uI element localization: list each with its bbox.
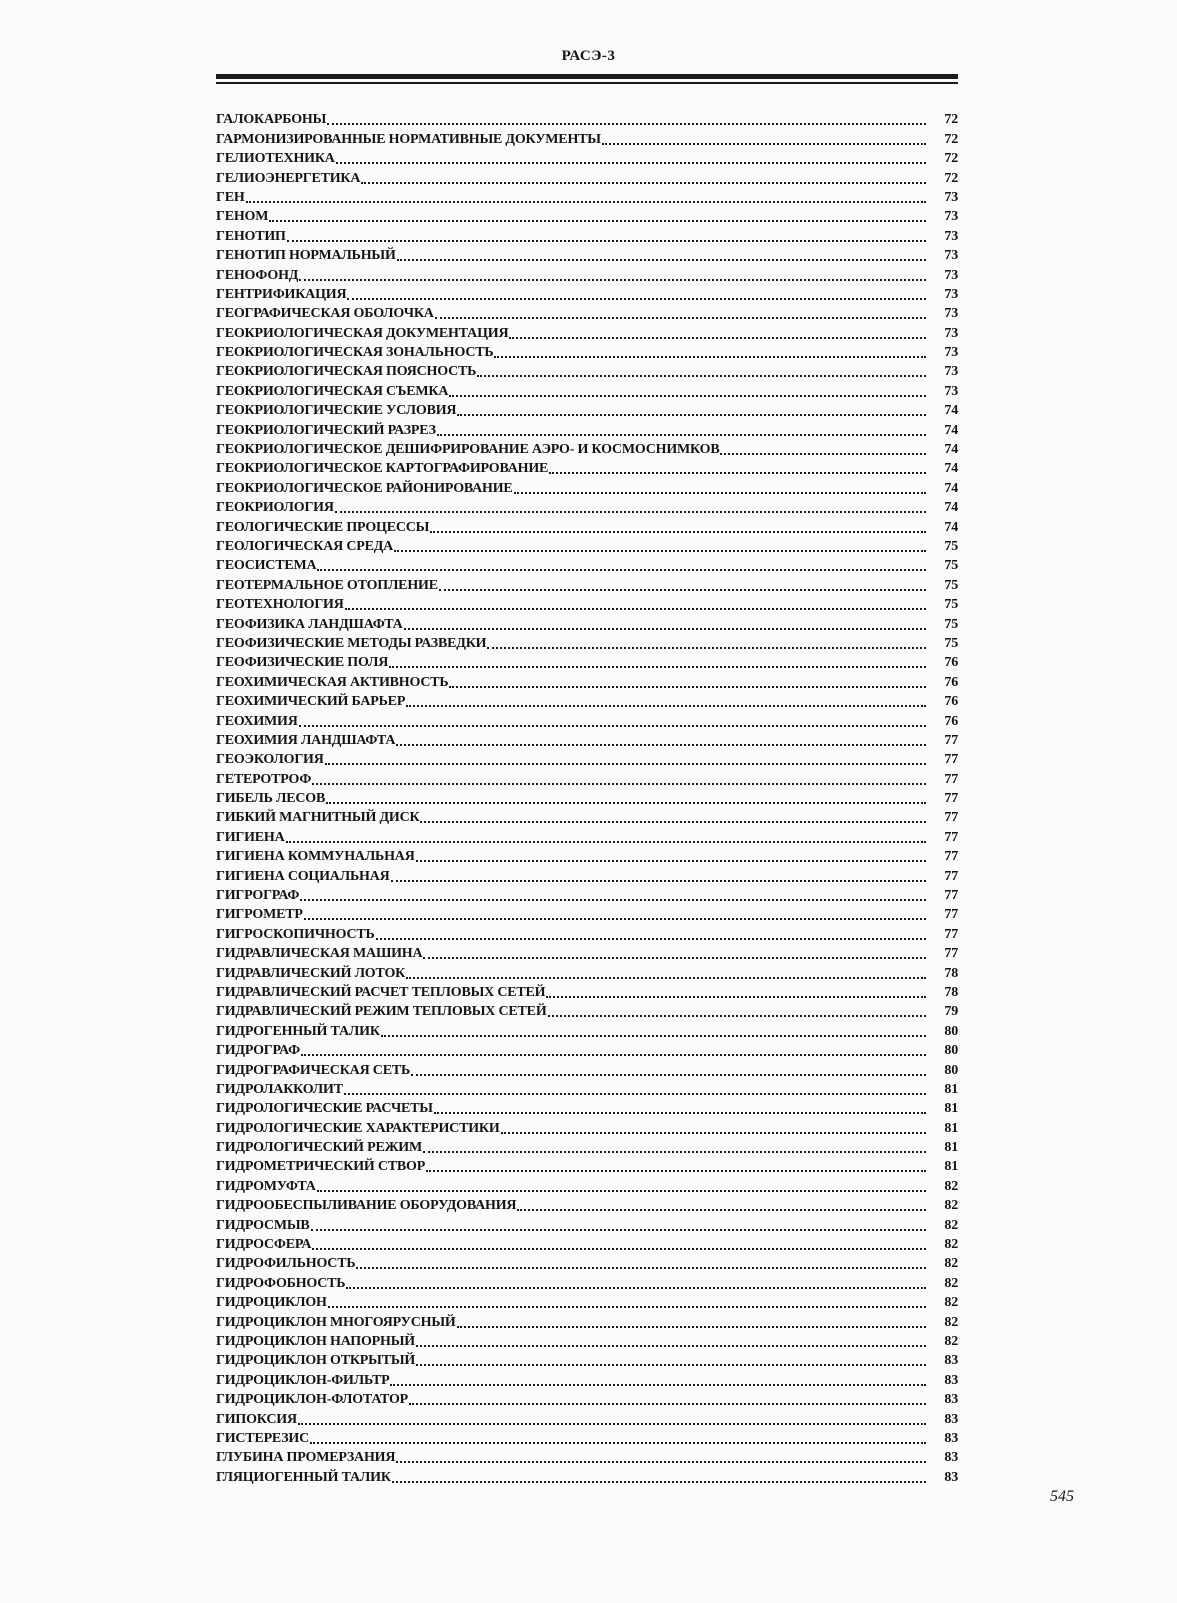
index-page-ref: 83: [944, 1372, 958, 1388]
index-entry: [216, 555, 958, 574]
index-entry: [216, 206, 958, 225]
dot-leader: [344, 1092, 926, 1095]
index-page-ref: 79: [944, 1004, 958, 1020]
index-page-ref: 82: [944, 1295, 958, 1311]
index-page-ref: 81: [944, 1081, 958, 1097]
dot-leader: [381, 1034, 926, 1037]
dot-leader: [286, 840, 926, 843]
header-rule-thick: [216, 74, 958, 79]
index-term: ГИДРОЛОГИЧЕСКИЕ РАСЧЕТЫ: [216, 1101, 433, 1117]
dot-leader: [312, 782, 926, 785]
index-term: ГЕЛИОЭНЕРГЕТИКА: [216, 170, 361, 186]
dot-leader: [416, 859, 926, 862]
dot-leader: [487, 646, 926, 649]
index-page-ref: 82: [944, 1314, 958, 1330]
index-term: ГИДРОСМЫВ: [216, 1217, 310, 1233]
index-page-ref: 80: [944, 1023, 958, 1039]
index-term: ГИСТЕРЕЗИС: [216, 1430, 310, 1446]
index-term: ГЕНОФОНД: [216, 267, 299, 283]
dot-leader: [406, 976, 926, 979]
index-term: ГИДРОЛОГИЧЕСКИЕ ХАРАКТЕРИСТИКИ: [216, 1120, 500, 1136]
index-entry: [216, 458, 958, 477]
index-term: ГЕОКРИОЛОГИЯ: [216, 500, 334, 516]
index-term: ГЕТЕРОТРОФ: [216, 771, 312, 787]
dot-leader: [494, 355, 926, 358]
index-entry: [216, 1098, 958, 1117]
header-rule-thin: [216, 82, 958, 84]
dot-leader: [347, 297, 926, 300]
index-term: ГИДРОГЕННЫЙ ТАЛИК: [216, 1023, 380, 1039]
index-entry: [216, 633, 958, 652]
index-entry: [216, 1292, 958, 1311]
index-page-ref: 73: [944, 306, 958, 322]
index-page-ref: 73: [944, 267, 958, 283]
index-entry: [216, 652, 958, 671]
index-page-ref: 77: [944, 771, 958, 787]
index-page-ref: 75: [944, 635, 958, 651]
index-entry: [216, 1428, 958, 1447]
index-entry: [216, 865, 958, 884]
index-entry: [216, 1389, 958, 1408]
index-term: ГЕОКРИОЛОГИЧЕСКИЕ УСЛОВИЯ: [216, 403, 457, 419]
index-term: ГЕОКРИОЛОГИЧЕСКОЕ РАЙОНИРОВАНИЕ: [216, 480, 513, 496]
index-entry: [216, 574, 958, 593]
index-term: ГЕНОТИП: [216, 228, 286, 244]
index-term: ГЕЛИОТЕХНИКА: [216, 151, 335, 167]
index-entry: [216, 671, 958, 690]
index-entry: [216, 730, 958, 749]
index-term: ГЕНТРИФИКАЦИЯ: [216, 286, 347, 302]
dot-leader: [404, 627, 926, 630]
dot-leader: [299, 724, 926, 727]
index-entry: [216, 342, 958, 361]
index-entry: [216, 1331, 958, 1350]
running-header: РАСЭ-3: [561, 48, 616, 64]
index-list: [216, 109, 958, 1486]
index-term: ГИДРАВЛИЧЕСКАЯ МАШИНА: [216, 946, 423, 962]
index-entry: [216, 361, 958, 380]
index-term: ГИБКИЙ МАГНИТНЫЙ ДИСК: [216, 810, 420, 826]
index-page-ref: 77: [944, 829, 958, 845]
dot-leader: [301, 1053, 926, 1056]
dot-leader: [389, 665, 926, 668]
index-page-ref: 82: [944, 1237, 958, 1253]
index-entry: [216, 1001, 958, 1020]
index-page-ref: 76: [944, 694, 958, 710]
index-page-ref: 72: [944, 151, 958, 167]
dot-leader: [346, 1286, 926, 1289]
dot-leader: [416, 1344, 926, 1347]
dot-leader: [546, 995, 926, 998]
index-page-ref: 77: [944, 791, 958, 807]
index-entry: [216, 419, 958, 438]
index-term: ГИДРОЦИКЛОН-ФИЛЬТР: [216, 1372, 390, 1388]
index-entry: [216, 749, 958, 768]
dot-leader: [287, 239, 926, 242]
index-page-ref: 77: [944, 907, 958, 923]
dot-leader: [246, 200, 926, 203]
dot-leader: [409, 1402, 926, 1405]
index-page-ref: 77: [944, 946, 958, 962]
index-entry: [216, 1040, 958, 1059]
dot-leader: [457, 1325, 926, 1328]
index-page-ref: 75: [944, 577, 958, 593]
index-entry: [216, 1253, 958, 1272]
dot-leader: [312, 1247, 926, 1250]
dot-leader: [720, 452, 926, 455]
dot-leader: [396, 743, 926, 746]
index-page-ref: 76: [944, 713, 958, 729]
dot-leader: [423, 956, 926, 959]
dot-leader: [416, 1363, 926, 1366]
index-entry: [216, 245, 958, 264]
dot-leader: [390, 1383, 926, 1386]
index-page-ref: 81: [944, 1159, 958, 1175]
index-term: ГЕОТЕХНОЛОГИЯ: [216, 597, 344, 613]
index-entry: [216, 788, 958, 807]
index-entry: [216, 1079, 958, 1098]
index-entry: [216, 1350, 958, 1369]
index-entry: [216, 885, 958, 904]
index-page-ref: 81: [944, 1140, 958, 1156]
index-term: ГЕОКРИОЛОГИЧЕСКАЯ ДОКУМЕНТАЦИЯ: [216, 325, 509, 341]
index-term: ГЕНОМ: [216, 209, 269, 225]
index-term: ГИДРООБЕСПЫЛИВАНИЕ ОБОРУДОВАНИЯ: [216, 1198, 517, 1214]
dot-leader: [317, 568, 926, 571]
index-term: ГИДРОЦИКЛОН: [216, 1295, 327, 1311]
index-term: ГЕОФИЗИКА ЛАНДШАФТА: [216, 616, 403, 632]
dot-leader: [394, 549, 926, 552]
index-term: ГИПОКСИЯ: [216, 1411, 297, 1427]
dot-leader: [317, 1189, 926, 1192]
dot-leader: [356, 1266, 926, 1269]
index-page-ref: 82: [944, 1217, 958, 1233]
index-entry: [216, 1117, 958, 1136]
dot-leader: [406, 704, 926, 707]
index-term: ГЕОГРАФИЧЕСКАЯ ОБОЛОЧКА: [216, 306, 434, 322]
index-page-ref: 83: [944, 1469, 958, 1485]
index-page-ref: 72: [944, 112, 958, 128]
index-page-ref: 82: [944, 1334, 958, 1349]
index-term: ГИДРОФИЛЬНОСТЬ: [216, 1256, 356, 1272]
dot-leader: [439, 588, 926, 591]
index-page-ref: 73: [944, 189, 958, 205]
index-entry: [216, 1447, 958, 1466]
index-term: ГЕОХИМИЯ ЛАНДШАФТА: [216, 732, 396, 748]
dot-leader: [311, 1228, 926, 1231]
index-page-ref: 74: [944, 480, 958, 496]
index-page-ref: 75: [944, 558, 958, 574]
index-page-ref: 78: [944, 965, 958, 981]
index-page-ref: 72: [944, 170, 958, 186]
index-entry: [216, 923, 958, 942]
index-page-ref: 75: [944, 538, 958, 554]
index-term: ГЛУБИНА ПРОМЕРЗАНИЯ: [216, 1450, 396, 1466]
dot-leader: [336, 161, 926, 164]
index-page-ref: 81: [944, 1101, 958, 1117]
dot-leader: [423, 1150, 926, 1153]
index-page-ref: 75: [944, 597, 958, 613]
index-term: ГИГИЕНА КОММУНАЛЬНАЯ: [216, 849, 415, 865]
index-page-ref: 82: [944, 1178, 958, 1194]
dot-leader: [514, 491, 926, 494]
index-entry: [216, 826, 958, 845]
index-term: ГЕОХИМИЯ: [216, 713, 298, 729]
index-page-ref: 78: [944, 984, 958, 1000]
dot-leader: [396, 1460, 926, 1463]
index-term: ГЕОЛОГИЧЕСКИЕ ПРОЦЕССЫ: [216, 519, 430, 535]
dot-leader: [328, 1305, 926, 1308]
dot-leader: [426, 1169, 926, 1172]
dot-leader: [602, 142, 926, 145]
dot-leader: [434, 1111, 926, 1114]
index-term: ГИДРОГРАФИЧЕСКАЯ СЕТЬ: [216, 1062, 411, 1078]
index-term: ГЕОХИМИЧЕСКИЙ БАРЬЕР: [216, 694, 406, 710]
index-entry: [216, 148, 958, 167]
index-entry: [216, 400, 958, 419]
index-term: ГИДРОСФЕРА: [216, 1237, 312, 1253]
index-entry: [216, 1466, 958, 1485]
index-term: ГИДРОФОБНОСТЬ: [216, 1275, 346, 1291]
dot-leader: [517, 1208, 926, 1211]
index-page-ref: 82: [944, 1198, 958, 1214]
index-entry: [216, 536, 958, 555]
index-page-ref: 77: [944, 810, 958, 826]
index-term: ГАЛОКАРБОНЫ: [216, 112, 327, 128]
index-entry: [216, 516, 958, 535]
index-page-ref: 77: [944, 849, 958, 865]
page-number: 545: [1050, 1488, 1074, 1505]
dot-leader: [435, 316, 926, 319]
index-term: ГЕОФИЗИЧЕСКИЕ ПОЛЯ: [216, 655, 389, 671]
index-entry: [216, 322, 958, 341]
index-term: ГИБЕЛЬ ЛЕСОВ: [216, 791, 326, 807]
index-page-ref: 77: [944, 926, 958, 942]
index-term: ГЛЯЦИОГЕННЫЙ ТАЛИК: [216, 1469, 391, 1485]
dot-leader: [501, 1131, 926, 1134]
dot-leader: [477, 374, 926, 377]
index-entry: [216, 1195, 958, 1214]
index-page-ref: 74: [944, 422, 958, 438]
index-page-ref: 74: [944, 403, 958, 419]
index-term: ГИГИЕНА: [216, 829, 285, 845]
dot-leader: [300, 898, 926, 901]
dot-leader: [299, 278, 926, 281]
index-entry: [216, 846, 958, 865]
index-entry: [216, 691, 958, 710]
index-page-ref: 74: [944, 500, 958, 516]
dot-leader: [345, 607, 926, 610]
index-term: ГЕОХИМИЧЕСКАЯ АКТИВНОСТЬ: [216, 674, 449, 690]
index-term: ГЕОКРИОЛОГИЧЕСКИЙ РАЗРЕЗ: [216, 422, 436, 438]
dot-leader: [548, 1014, 926, 1017]
index-entry: [216, 613, 958, 632]
index-page-ref: 72: [944, 131, 958, 147]
index-entry: [216, 303, 958, 322]
index-term: ГЕОКРИОЛОГИЧЕСКОЕ ДЕШИФРИРОВАНИЕ АЭРО- И КОСМОСНИМКОВ: [216, 442, 720, 458]
index-entry: [216, 1408, 958, 1427]
index-entry: [216, 1272, 958, 1291]
index-term: ГЕОФИЗИЧЕСКИЕ МЕТОДЫ РАЗВЕДКИ: [216, 635, 487, 651]
index-entry: [216, 167, 958, 186]
index-term: ГЕНОТИП НОРМАЛЬНЫЙ: [216, 248, 396, 264]
index-page-ref: 83: [944, 1411, 958, 1427]
dot-leader: [361, 181, 926, 184]
index-page-ref: 83: [944, 1450, 958, 1466]
dot-leader: [509, 336, 926, 339]
index-page-ref: 74: [944, 461, 958, 477]
index-entry: [216, 768, 958, 787]
index-term: ГЕОКРИОЛОГИЧЕСКАЯ ПОЯСНОСТЬ: [216, 364, 477, 380]
index-term: ГИДРОЛОГИЧЕСКИЙ РЕЖИМ: [216, 1140, 422, 1156]
index-page-ref: 80: [944, 1043, 958, 1059]
index-term: ГИДРОЦИКЛОН НАПОРНЫЙ: [216, 1334, 415, 1349]
index-entry: [216, 904, 958, 923]
index-entry: [216, 497, 958, 516]
index-term: ГАРМОНИЗИРОВАННЫЕ НОРМАТИВНЫЕ ДОКУМЕНТЫ: [216, 131, 601, 147]
dot-leader: [430, 530, 926, 533]
index-page-ref: 73: [944, 364, 958, 380]
dot-leader: [420, 820, 926, 823]
dot-leader: [397, 258, 926, 261]
index-term: ГИГИЕНА СОЦИАЛЬНАЯ: [216, 868, 390, 884]
dot-leader: [269, 219, 926, 222]
index-entry: [216, 594, 958, 613]
index-page-ref: 80: [944, 1062, 958, 1078]
index-term: ГИГРОГРАФ: [216, 888, 300, 904]
index-page-ref: 76: [944, 674, 958, 690]
index-page-ref: 75: [944, 616, 958, 632]
index-page-ref: 73: [944, 325, 958, 341]
index-page-ref: 77: [944, 752, 958, 768]
index-page-ref: 73: [944, 286, 958, 302]
index-term: ГИДРОМУФТА: [216, 1178, 316, 1194]
index-term: ГИДРОЦИКЛОН ОТКРЫТЫЙ: [216, 1353, 416, 1369]
dot-leader: [310, 1441, 926, 1444]
index-term: ГИДРОЦИКЛОН МНОГОЯРУСНЫЙ: [216, 1314, 456, 1330]
index-term: ГИГРОСКОПИЧНОСТЬ: [216, 926, 375, 942]
dot-leader: [391, 879, 926, 882]
dot-leader: [457, 413, 926, 416]
index-entry: [216, 1175, 958, 1194]
index-term: ГЕОСИСТЕМА: [216, 558, 317, 574]
index-page-ref: 83: [944, 1392, 958, 1408]
index-page-ref: 77: [944, 868, 958, 884]
index-term: ГЕОЛОГИЧЕСКАЯ СРЕДА: [216, 538, 394, 554]
index-term: ГЕОКРИОЛОГИЧЕСКАЯ ЗОНАЛЬНОСТЬ: [216, 345, 494, 361]
index-entry: [216, 109, 958, 128]
index-entry: [216, 1059, 958, 1078]
index-term: ГИДРОМЕТРИЧЕСКИЙ СТВОР: [216, 1159, 426, 1175]
index-entry: [216, 1156, 958, 1175]
index-term: ГИДРОЛАККОЛИТ: [216, 1081, 343, 1097]
index-term: ГИДРОГРАФ: [216, 1043, 300, 1059]
index-page-ref: 73: [944, 383, 958, 399]
dot-leader: [325, 762, 926, 765]
index-page-ref: 73: [944, 248, 958, 264]
index-entry: [216, 1234, 958, 1253]
dot-leader: [392, 1480, 926, 1483]
index-entry: [216, 284, 958, 303]
index-entry: [216, 128, 958, 147]
index-entry: [216, 264, 958, 283]
index-term: ГИДРАВЛИЧЕСКИЙ ЛОТОК: [216, 965, 406, 981]
index-entry: [216, 187, 958, 206]
index-page-ref: 82: [944, 1275, 958, 1291]
index-page-ref: 83: [944, 1353, 958, 1369]
index-page-ref: 82: [944, 1256, 958, 1272]
index-term: ГИДРАВЛИЧЕСКИЙ РАСЧЕТ ТЕПЛОВЫХ СЕТЕЙ: [216, 984, 546, 1000]
dot-leader: [335, 510, 926, 513]
index-term: ГИДРАВЛИЧЕСКИЙ РЕЖИМ ТЕПЛОВЫХ СЕТЕЙ: [216, 1004, 547, 1020]
index-entry: [216, 380, 958, 399]
dot-leader: [327, 122, 926, 125]
dot-leader: [411, 1073, 926, 1076]
dot-leader: [304, 917, 926, 920]
index-entry: [216, 439, 958, 458]
index-page-ref: 73: [944, 209, 958, 225]
index-entry: [216, 1020, 958, 1039]
index-term: ГЕОКРИОЛОГИЧЕСКАЯ СЪЕМКА: [216, 383, 449, 399]
index-entry: [216, 710, 958, 729]
index-page-ref: 74: [944, 519, 958, 535]
index-term: ГЕОЭКОЛОГИЯ: [216, 752, 324, 768]
index-page-ref: 73: [944, 228, 958, 244]
index-entry: [216, 1311, 958, 1330]
index-entry: [216, 982, 958, 1001]
index-entry: [216, 1369, 958, 1388]
dot-leader: [449, 685, 926, 688]
index-term: ГИДРОЦИКЛОН-ФЛОТАТОР: [216, 1392, 409, 1408]
dot-leader: [298, 1422, 926, 1425]
index-term: ГИГРОМЕТР: [216, 907, 303, 923]
index-entry: [216, 225, 958, 244]
dot-leader: [549, 471, 926, 474]
index-entry: [216, 477, 958, 496]
index-page-ref: 74: [944, 442, 958, 458]
index-term: ГЕН: [216, 189, 245, 205]
index-term: ГЕОКРИОЛОГИЧЕСКОЕ КАРТОГРАФИРОВАНИЕ: [216, 461, 549, 477]
dot-leader: [376, 937, 926, 940]
index-entry: [216, 807, 958, 826]
dot-leader: [326, 801, 926, 804]
index-term: ГЕОТЕРМАЛЬНОЕ ОТОПЛЕНИЕ: [216, 577, 438, 593]
index-entry: [216, 943, 958, 962]
index-page-ref: 81: [944, 1120, 958, 1136]
index-page-ref: 77: [944, 732, 958, 748]
index-page-ref: 77: [944, 888, 958, 904]
dot-leader: [437, 433, 926, 436]
index-entry: [216, 1137, 958, 1156]
index-page-ref: 76: [944, 655, 958, 671]
index-entry: [216, 962, 958, 981]
dot-leader: [449, 394, 926, 397]
index-page-ref: 83: [944, 1430, 958, 1446]
index-page-ref: 73: [944, 345, 958, 361]
index-entry: [216, 1214, 958, 1233]
